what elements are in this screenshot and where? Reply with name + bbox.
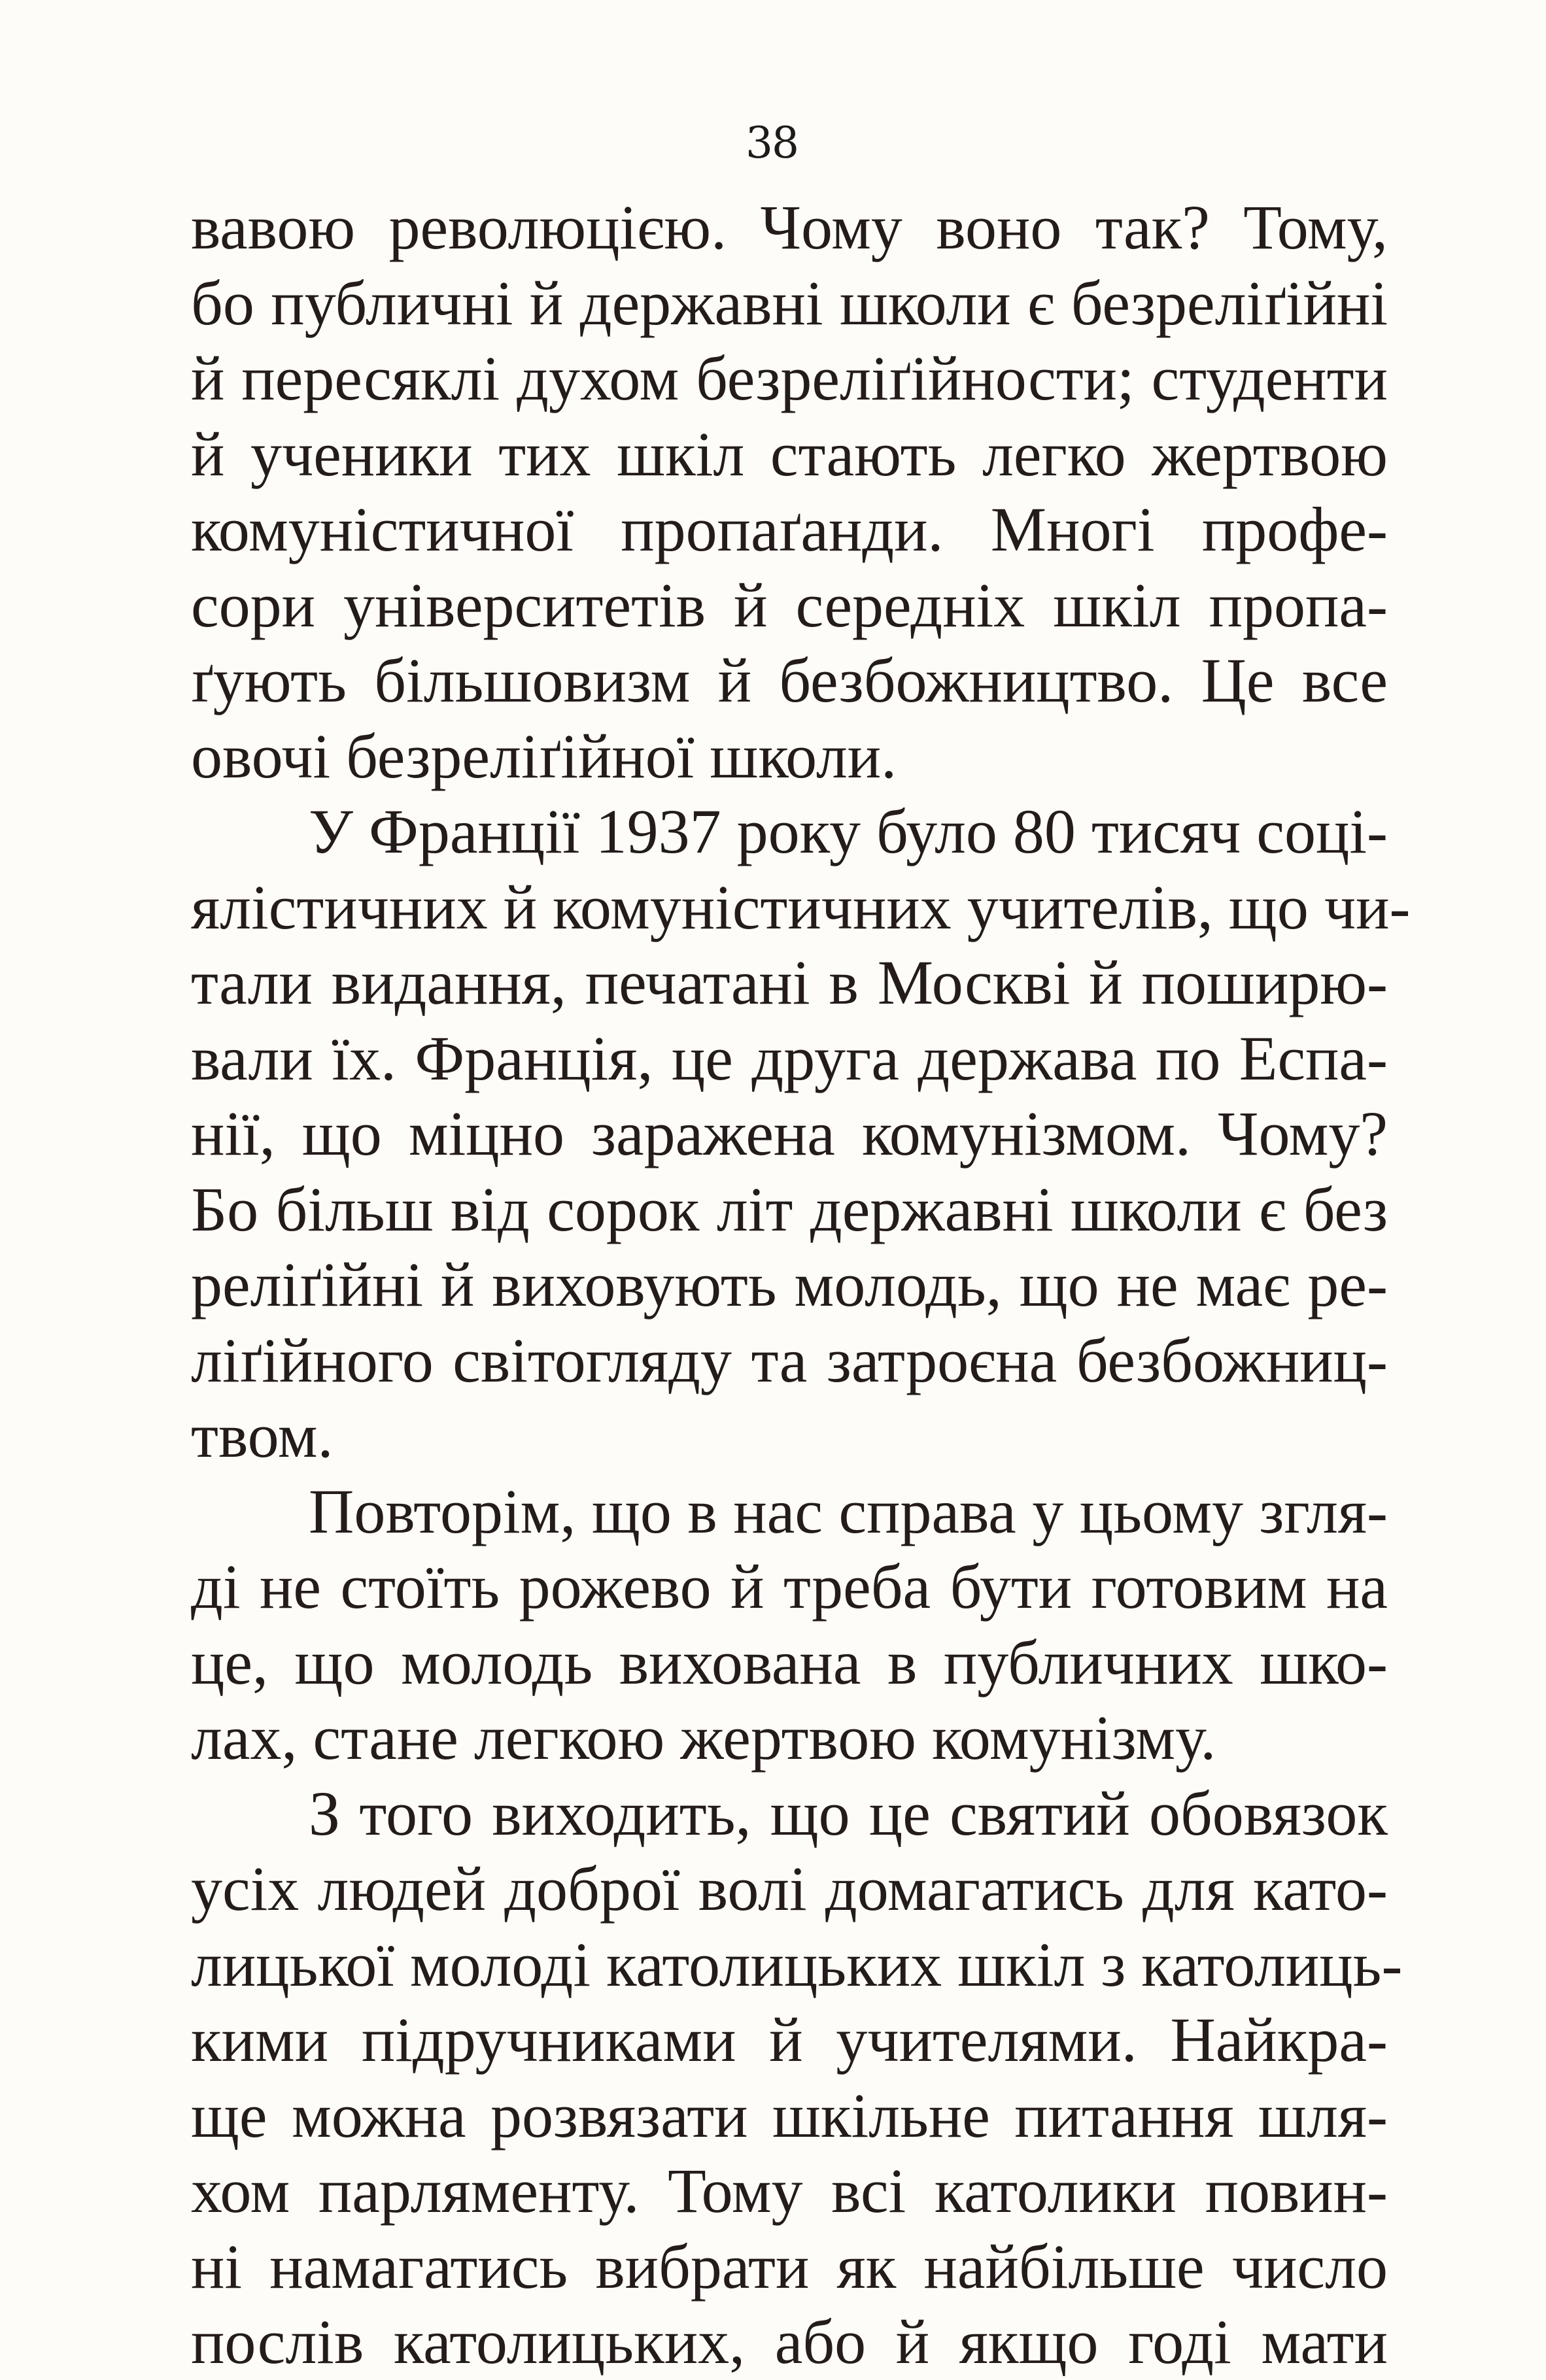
paragraph-4 xyxy=(191,1776,1403,2380)
paragraph-2 xyxy=(191,794,1411,1474)
text-line: твом. xyxy=(191,1401,334,1470)
page-number: 38 xyxy=(746,118,798,168)
text-line: хом парляменту. Тому всі католики повин- xyxy=(191,2156,1388,2226)
text-line: ще можна розвязати шкільне питання шля- xyxy=(191,2080,1388,2150)
text-line: сори університетів й середніх шкіл пропа- xyxy=(191,570,1388,640)
text-line: лах, стане легкою жертвою комунізму. xyxy=(191,1703,1216,1773)
paragraph-3 xyxy=(191,1474,1388,1776)
text-line: Бо більш від сорок літ державні школи є без xyxy=(191,1174,1388,1244)
text-line: й ученики тих шкіл стають легко жертвою xyxy=(191,418,1388,489)
text-line: ґують більшовизм й безбожництво. Це все xyxy=(191,645,1388,715)
text-line: Повторім, що в нас справа у цьому згля- xyxy=(309,1476,1388,1546)
text-line: У Франції 1937 року було 80 тисяч соці- xyxy=(309,796,1388,866)
text-line: усіх людей доброї волі домагатись для като- xyxy=(191,1854,1388,1924)
text-line: реліґійні й виховують молодь, що не має ре- xyxy=(191,1250,1388,1319)
text-line: З того виходить, що це святий обовязок xyxy=(309,1778,1388,1848)
text-line: комуністичної пропаґанди. Многі профе- xyxy=(191,494,1388,564)
text-line: ні намагатись вибрати як найбільше число xyxy=(191,2231,1388,2302)
body-text xyxy=(191,190,1411,2380)
text-line: вали їх. Франція, це друга держава по Еспа- xyxy=(191,1023,1388,1093)
text-line: це, що молодь вихована в публичних шко- xyxy=(191,1627,1388,1697)
text-line: ліґійного світогляду та затроєна безбожниц- xyxy=(191,1325,1388,1395)
text-line: кими підручниками й учителями. Найкра- xyxy=(191,2005,1388,2075)
text-line: нії, що міцно заражена комунізмом. Чому? xyxy=(191,1098,1388,1168)
text-line: бо публичні й державні школи є безреліґійні xyxy=(191,267,1388,338)
text-line: послів католицьких, або й якщо годі мати xyxy=(191,2307,1388,2377)
text-line: ялістичних й комуністичних учителів, що чи- xyxy=(191,872,1411,942)
paragraph-1 xyxy=(191,190,1388,794)
text-line: тали видання, печатані в Москві й поширю- xyxy=(191,947,1388,1017)
text-line: овочі безреліґійної школи. xyxy=(191,721,897,791)
text-line: й пересяклі духом безреліґійности; студенти xyxy=(191,343,1388,413)
text-line: ді не стоїть рожево й треба бути готовим на xyxy=(191,1552,1388,1622)
text-line: лицької молоді католицьких шкіл з католиць- xyxy=(191,1929,1403,1999)
text-line: вавою революцією. Чому воно так? Тому, xyxy=(191,192,1388,262)
